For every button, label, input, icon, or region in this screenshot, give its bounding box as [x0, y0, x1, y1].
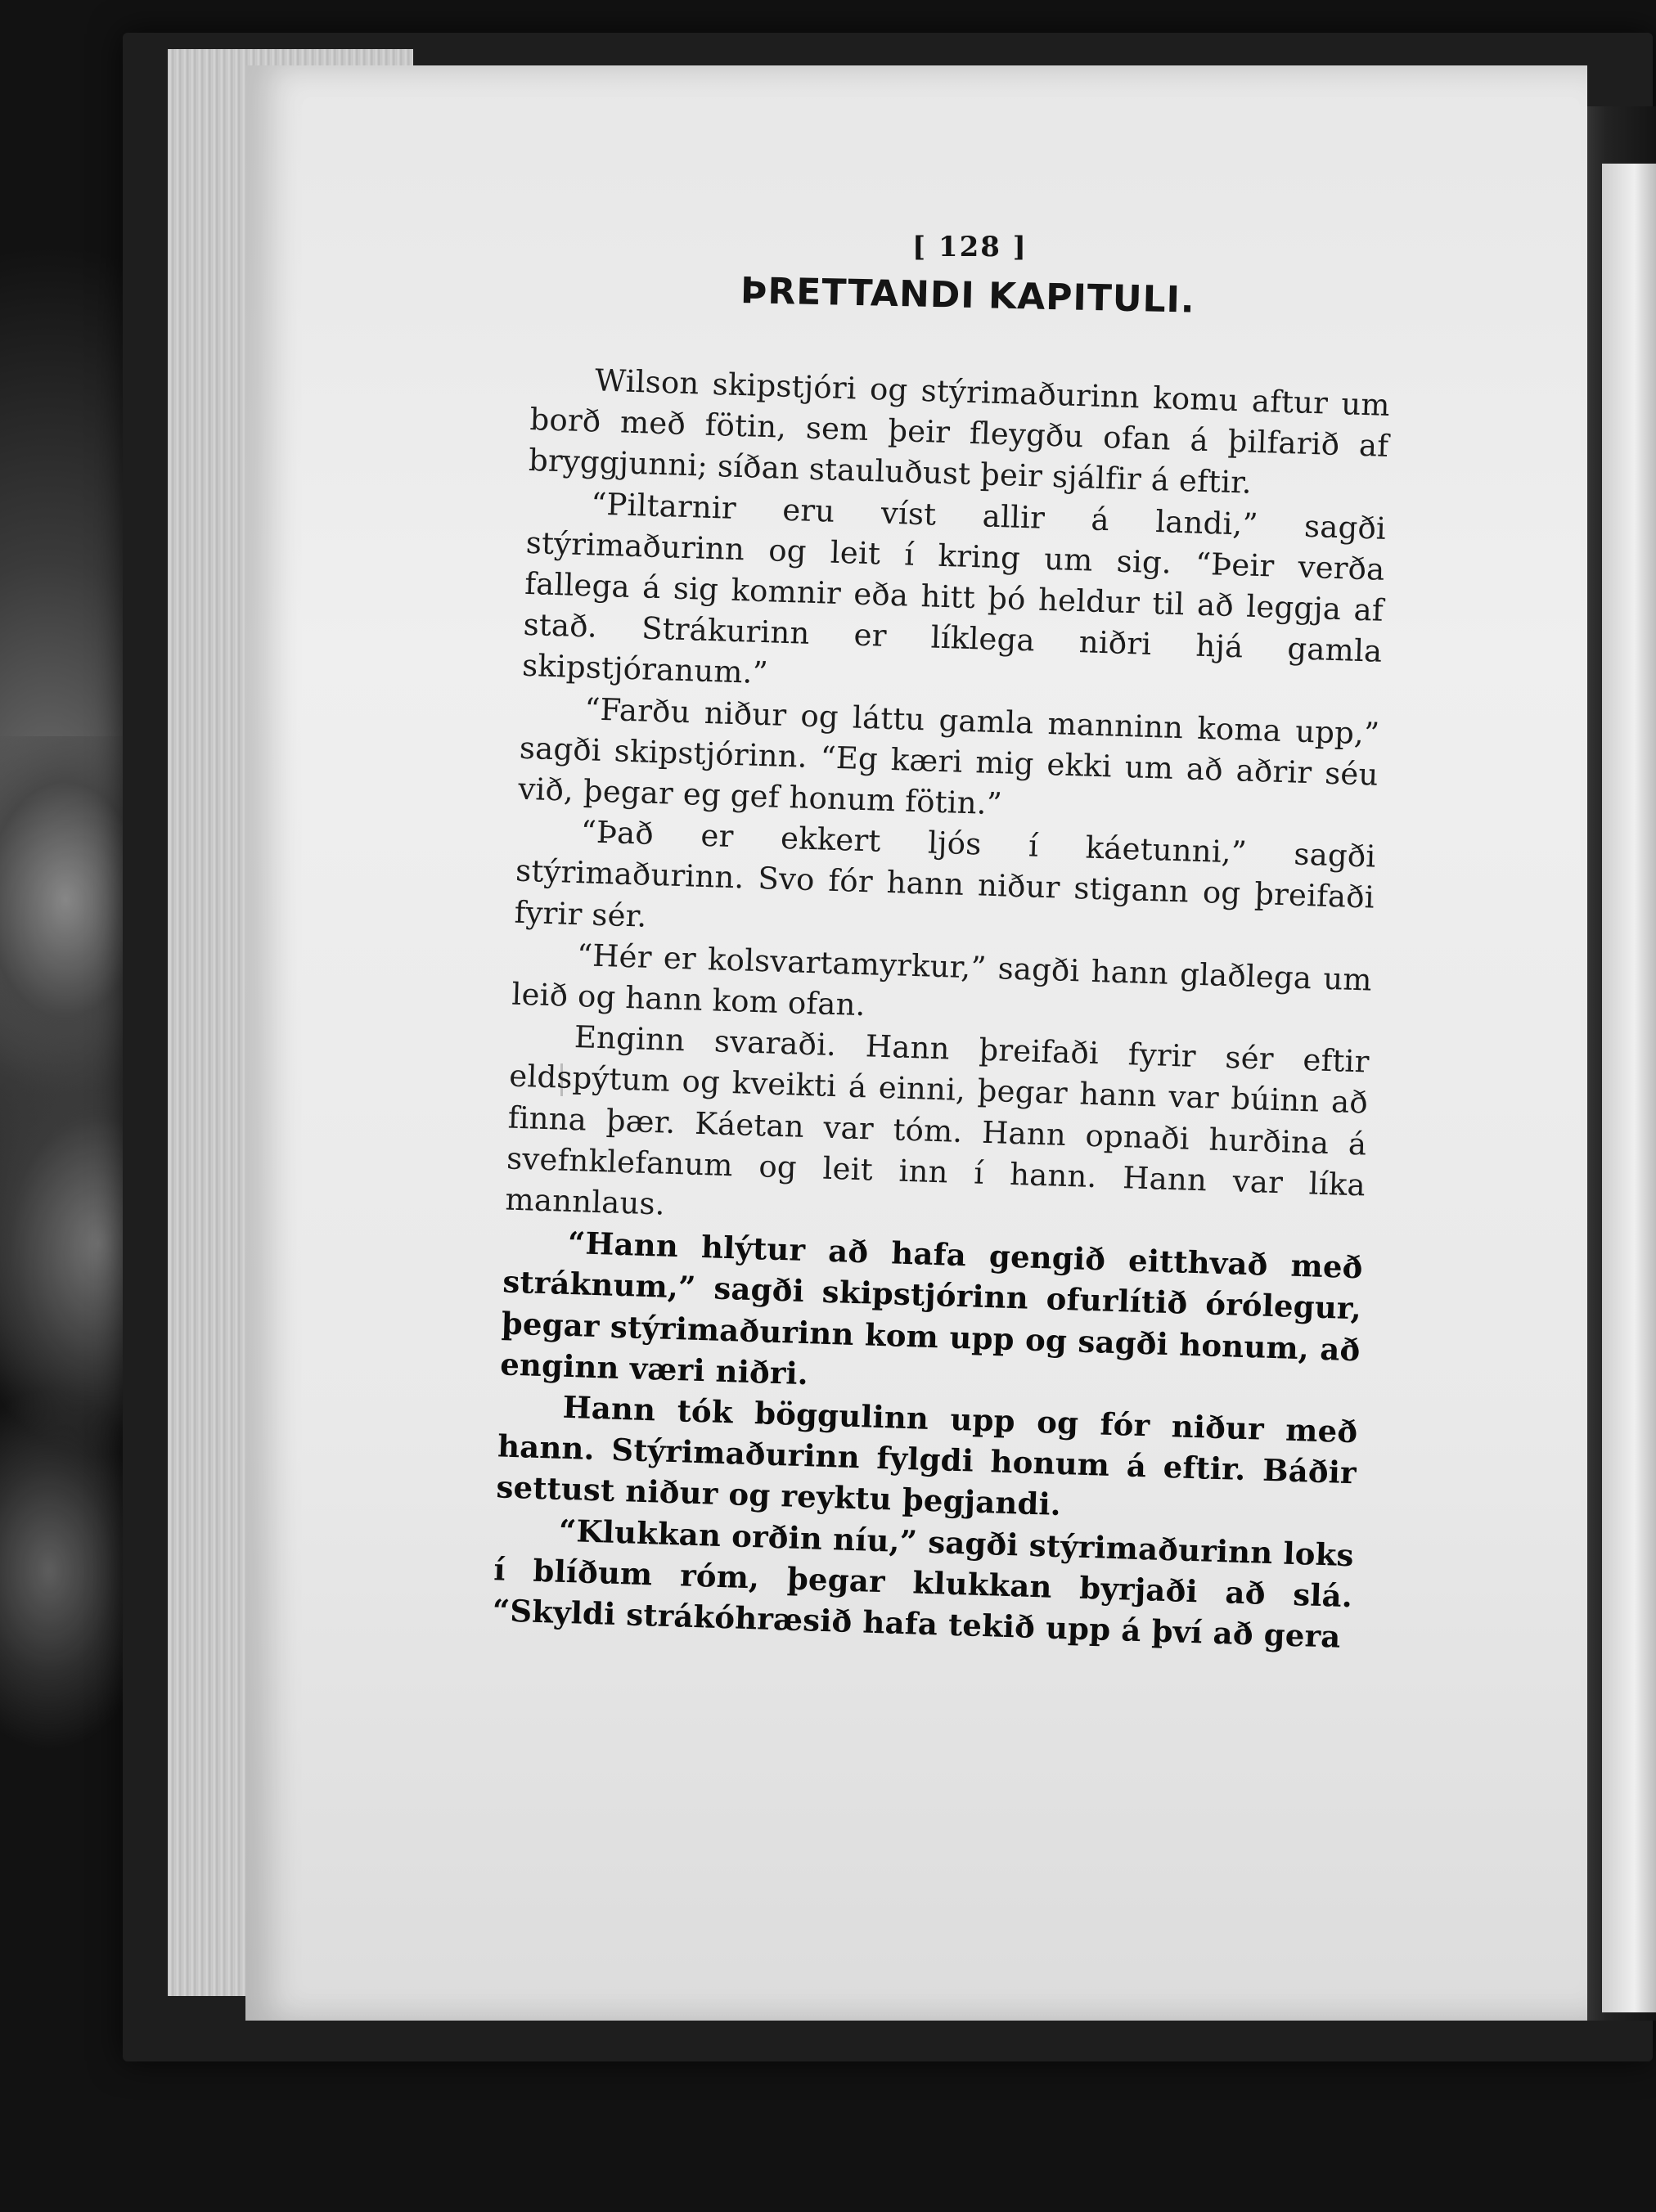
- page-number: [ 128 ]: [912, 231, 1028, 263]
- body-text: [492, 358, 1390, 1658]
- paragraph-9: “Klukkan orðin níu,” sagði stýrimaðurinn loks í blíðum róm, þegar klukkan byrjaði að slá. “Skyldi strákóhræsið hafa tekið upp á því að gera: [492, 1512, 1355, 1655]
- paragraph-5: “Hér er kolsvartamyrkur,” sagði hann glaðlega um leið og hann kom ofan.: [511, 937, 1373, 1023]
- paragraph-8: Hann tók böggulinn upp og fór niður með hann. Stýrimaðurinn fylgdi honum á eftir. Báðir settust niður og reyktu þegjandi.: [495, 1388, 1358, 1523]
- paragraph-1: Wilson skipstjóri og stýrimaðurinn komu aftur um borð með fötin, sem þeir fleygðu ofan á þilfarið af bryggjunni; síðan stauluðust þeir sjálfir á eftir.: [528, 362, 1391, 501]
- paragraph-6: Enginn svaraði. Hann þreifaði fyrir sér eftir eldspýtum og kveikti á einni, þegar hann var búinn að finna þær. Káetan var tóm. Hann opnaði hurðina á svefnklefanum og leit inn í hann. Hann var líka mannlaus.: [505, 1019, 1370, 1222]
- paragraph-7: “Hann hlýtur að hafa gengið eitthvað með stráknum,” sagði skipstjórinn ofurlítið órólegur, þegar stýrimaðurinn kom upp og sagði honum, að enginn væri niðri.: [499, 1225, 1364, 1392]
- paragraph-3: “Farðu niður og láttu gamla manninn koma upp,” sagði skipstjórinn. “Eg kæri mig ekki um að aðrir séu við, þegar eg gef honum fötin.”: [517, 690, 1380, 822]
- facing-page-edge: [1602, 164, 1656, 2012]
- chapter-title: ÞRETTANDI KAPITULI.: [740, 270, 1196, 321]
- paragraph-2: “Piltarnir eru víst allir á landi,” sagði stýrimaðurinn og leit í kring um sig. “Þeir verða fallega á sig komnir eða hitt þó heldur til að leggja af stað. Strákurinn er líklega niðri hjá gamla skipstjóranum.”: [521, 485, 1387, 691]
- paragraph-4: “Það er ekkert ljós í káetunni,” sagði stýrimaðurinn. Svo fór hann niður stigann og þreifaði fyrir sér.: [514, 814, 1377, 934]
